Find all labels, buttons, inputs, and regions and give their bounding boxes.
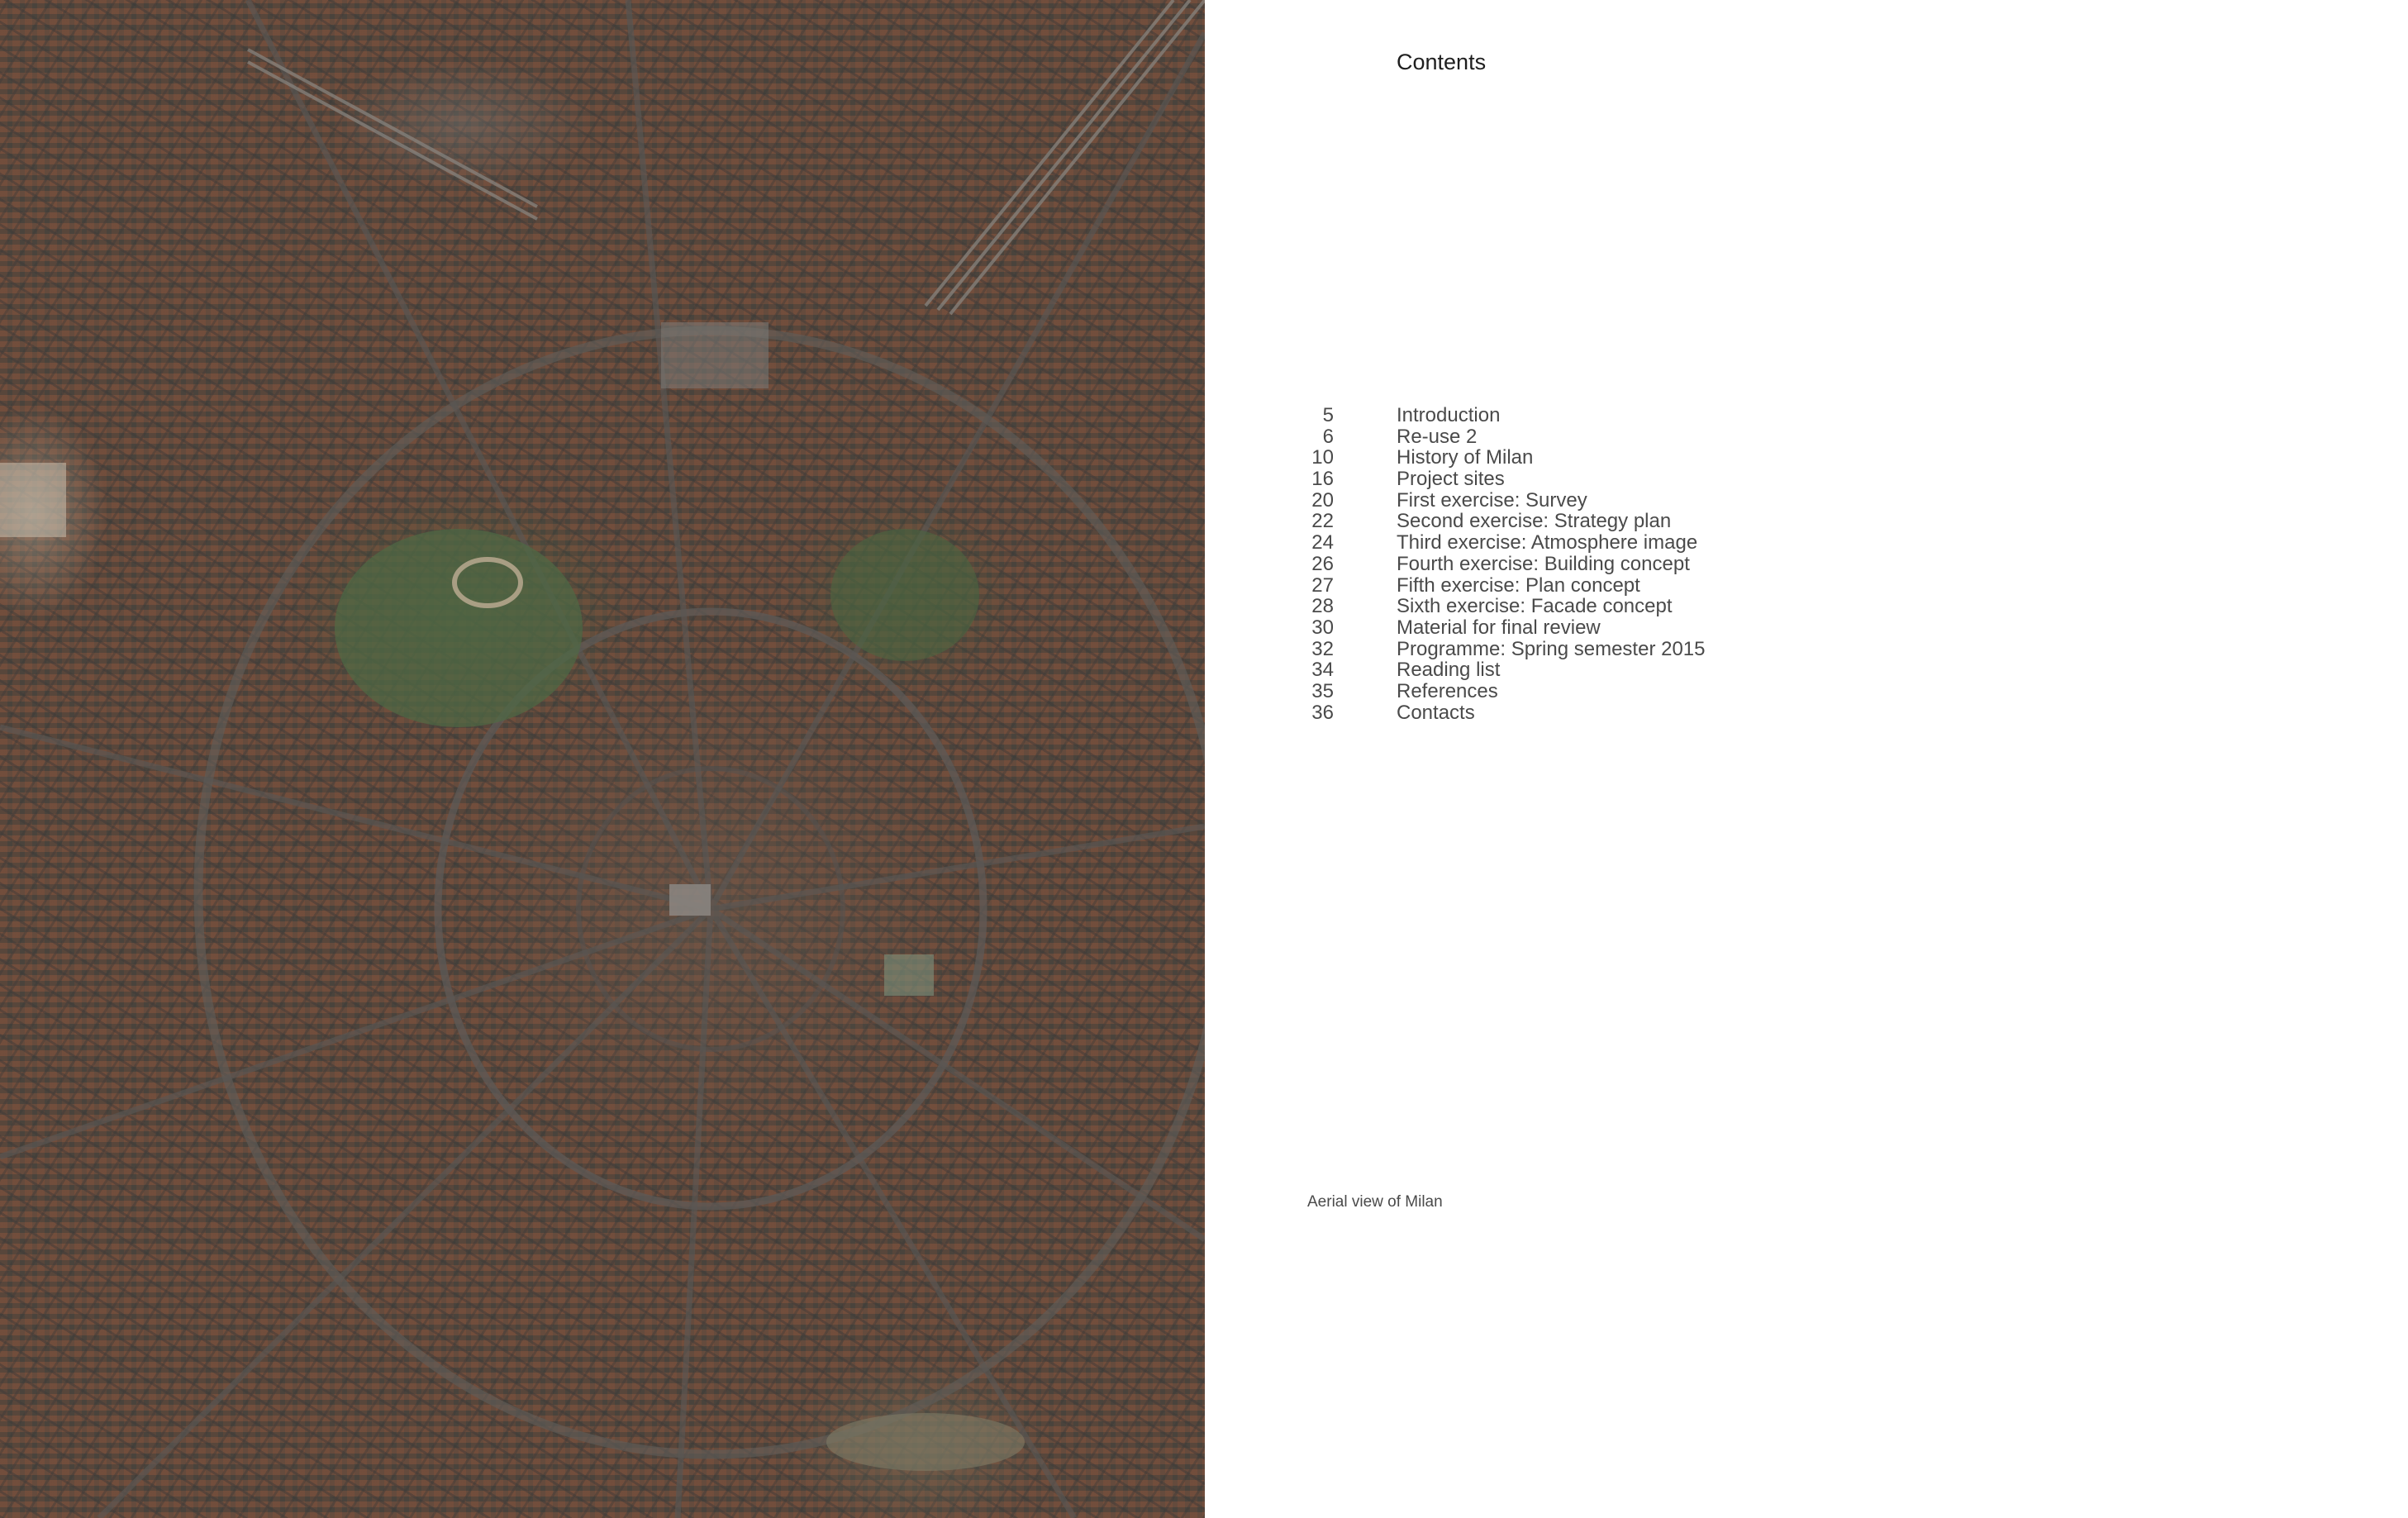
contents-heading: Contents: [1397, 50, 1487, 74]
toc-entry-title: Second exercise: Strategy plan: [1397, 510, 1672, 533]
toc-entry: [1289, 575, 1868, 597]
toc-page-number: 24: [1311, 531, 1334, 554]
toc-entry: [1289, 554, 1868, 575]
toc-entry: [1289, 426, 1868, 448]
toc-entry-title: Project sites: [1397, 468, 1505, 491]
toc-page-number: 30: [1311, 616, 1334, 639]
toc-entry-title: Introduction: [1397, 404, 1501, 426]
toc-entry-title: Reading list: [1397, 659, 1501, 682]
toc-entry-title: History of Milan: [1397, 446, 1534, 469]
table-of-contents: [1289, 405, 1868, 723]
toc-page-number: 35: [1311, 679, 1334, 702]
toc-page-number: 22: [1311, 510, 1334, 533]
toc-entry: [1289, 469, 1868, 490]
toc-entry-title: Programme: Spring semester 2015: [1397, 637, 1706, 660]
toc-entry-title: Re-use 2: [1397, 425, 1478, 448]
toc-entry: [1289, 639, 1868, 660]
toc-entry: [1289, 681, 1868, 702]
toc-entry: [1289, 702, 1868, 724]
toc-entry: [1289, 532, 1868, 554]
toc-entry: [1289, 490, 1868, 512]
toc-entry: [1289, 511, 1868, 532]
toc-entry-title: Fifth exercise: Plan concept: [1397, 573, 1640, 597]
toc-entry-title: Sixth exercise: Facade concept: [1397, 595, 1673, 618]
toc-entry: [1289, 447, 1868, 469]
toc-entry: [1289, 596, 1868, 617]
toc-page-number: 34: [1311, 659, 1334, 682]
toc-page-number: 26: [1311, 552, 1334, 575]
toc-page-number: 6: [1322, 425, 1334, 448]
toc-entry: [1289, 617, 1868, 639]
toc-entry-title: First exercise: Survey: [1397, 488, 1587, 512]
toc-page-number: 27: [1311, 573, 1334, 597]
toc-entry-title: Fourth exercise: Building concept: [1397, 552, 1690, 575]
toc-page-number: 10: [1311, 446, 1334, 469]
toc-page-number: 36: [1311, 701, 1334, 724]
toc-entry-title: Third exercise: Atmosphere image: [1397, 531, 1698, 554]
toc-page-number: 20: [1311, 488, 1334, 512]
toc-entry-title: Contacts: [1397, 701, 1475, 724]
toc-page-number: 32: [1311, 637, 1334, 660]
toc-page-number: 16: [1311, 468, 1334, 491]
toc-entry: [1289, 659, 1868, 681]
toc-page-number: 28: [1311, 595, 1334, 618]
toc-entry-title: References: [1397, 679, 1498, 702]
toc-entry-title: Material for final review: [1397, 616, 1601, 639]
toc-entry: [1289, 405, 1868, 426]
toc-page-number: 5: [1322, 404, 1334, 426]
photo-caption: Aerial view of Milan: [1307, 1193, 1443, 1211]
